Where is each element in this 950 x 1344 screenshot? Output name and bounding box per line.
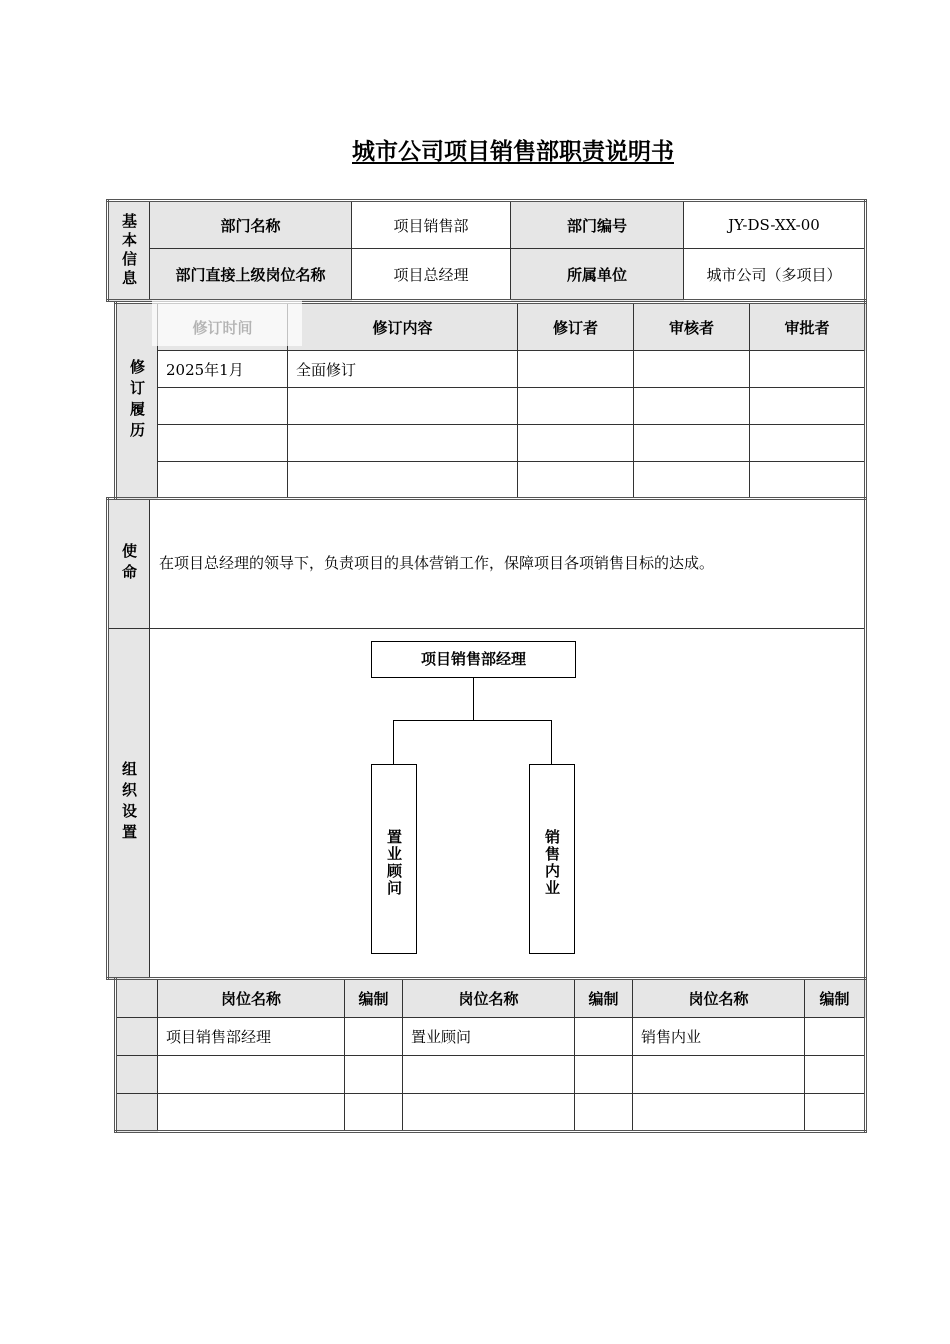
positions-cell [345,1018,403,1056]
positions-cell [575,1056,633,1094]
positions-cell [633,1056,805,1094]
positions-header: 岗位名称 [158,979,345,1018]
revision-cell [750,351,866,388]
table-row [116,1056,866,1094]
positions-cell: 销售内业 [633,1018,805,1056]
positions-side-blank [116,979,158,1018]
positions-cell [403,1056,575,1094]
dept-no-label: 部门编号 [511,201,684,249]
table-row [116,351,866,388]
positions-table [114,977,867,1133]
revision-cell [518,462,634,499]
org-connector [393,720,552,721]
dept-name-label: 部门名称 [150,201,352,249]
positions-cell: 置业顾问 [403,1018,575,1056]
revision-cell [518,351,634,388]
positions-cell [805,1018,866,1056]
positions-cell [805,1094,866,1132]
org-side-label: 组织设置 [108,629,150,979]
positions-side-blank [116,1018,158,1056]
revision-cell [158,425,288,462]
revision-cell [288,462,518,499]
positions-cell: 项目销售部经理 [158,1018,345,1056]
revision-side-label: 修订履历 [116,303,158,499]
positions-cell [158,1056,345,1094]
revision-cell [288,425,518,462]
org-connector [551,720,552,764]
dept-name-value: 项目销售部 [352,201,511,249]
revision-cell [634,351,750,388]
positions-header: 编制 [345,979,403,1018]
mission-org-table [106,497,867,980]
table-row [116,425,866,462]
org-node-sales-admin: 销售内业 [529,764,575,954]
mission-text: 在项目总经理的领导下，负责项目的具体营销工作，保障项目各项销售目标的达成。 [150,499,866,629]
mission-side-label: 使命 [108,499,150,629]
positions-header: 编制 [805,979,866,1018]
unit-label: 所属单位 [511,249,684,301]
document-title: 城市公司项目销售部职责说明书 [352,138,674,165]
revision-cell [518,388,634,425]
revision-cell [750,425,866,462]
revision-cell [158,462,288,499]
positions-cell [403,1094,575,1132]
basic-info-side-label: 基本信息 [108,201,150,301]
revision-cell [634,388,750,425]
watermark-overlay [152,300,302,346]
revision-cell [634,462,750,499]
table-row [116,1094,866,1132]
basic-info-table [106,199,867,302]
positions-side-blank [116,1094,158,1132]
revision-cell [518,425,634,462]
positions-header: 岗位名称 [403,979,575,1018]
revision-cell [158,388,288,425]
revision-cell [288,388,518,425]
org-node-sales-consultant: 置业顾问 [371,764,417,954]
superior-value: 项目总经理 [352,249,511,301]
positions-cell [805,1056,866,1094]
positions-cell [575,1018,633,1056]
revision-header: 修订者 [518,303,634,351]
org-connector [393,720,394,764]
revision-cell [750,388,866,425]
org-chart-area [150,629,866,979]
unit-value: 城市公司（多项目） [684,249,866,301]
org-connector [473,677,474,720]
positions-cell [345,1094,403,1132]
superior-label: 部门直接上级岗位名称 [150,249,352,301]
org-node-manager: 项目销售部经理 [371,641,576,678]
revision-cell [634,425,750,462]
revision-cell: 全面修订 [288,351,518,388]
table-row [116,462,866,499]
table-row [116,388,866,425]
revision-header: 修订内容 [288,303,518,351]
table-row [116,1018,866,1056]
positions-cell [158,1094,345,1132]
positions-side-blank [116,1056,158,1094]
revision-cell: 2025年1月 [158,351,288,388]
revision-cell [750,462,866,499]
dept-no-value: JY-DS-XX-00 [684,201,866,249]
positions-header: 岗位名称 [633,979,805,1018]
positions-cell [345,1056,403,1094]
positions-cell [575,1094,633,1132]
revision-header: 审批者 [750,303,866,351]
positions-cell [633,1094,805,1132]
revision-header: 审核者 [634,303,750,351]
positions-header: 编制 [575,979,633,1018]
